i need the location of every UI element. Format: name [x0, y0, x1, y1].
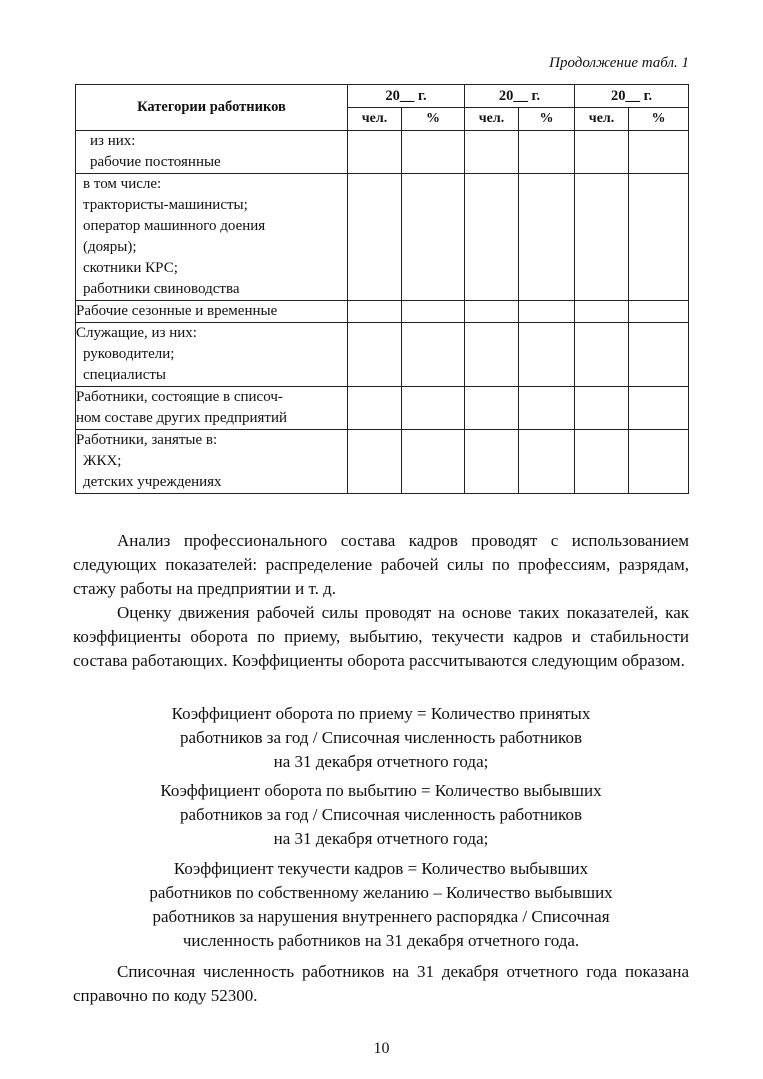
row-line: (дояры); — [83, 239, 137, 255]
value-cell — [629, 174, 689, 301]
table-row — [76, 387, 689, 430]
table-caption: Продолжение табл. 1 — [549, 55, 689, 71]
table-row — [76, 174, 689, 301]
value-cell — [348, 174, 402, 301]
value-cell — [519, 301, 575, 323]
formula-line: Коэффициент оборота по приему = Количество принятых — [171, 704, 591, 723]
value-cell — [465, 174, 519, 301]
value-cell — [348, 131, 402, 174]
value-cell — [402, 387, 465, 430]
row-line: скотники КРС; — [83, 260, 178, 276]
subheader-people: чел. — [465, 108, 519, 131]
category-header: Категории работников — [76, 85, 348, 131]
formula-line: работников за год / Списочная численность работников — [180, 728, 582, 747]
workers-table — [75, 84, 689, 494]
category-cell — [76, 387, 348, 430]
value-cell — [629, 323, 689, 387]
row-line: трактористы-машинисты; — [83, 197, 248, 213]
row-line: Служащие, из них: — [76, 325, 197, 341]
table-row — [76, 323, 689, 387]
value-cell — [575, 387, 629, 430]
value-cell — [465, 387, 519, 430]
formula-line: Коэффициент оборота по выбытию = Количество выбывших — [160, 781, 602, 800]
formula-line: работников за нарушения внутреннего распорядка / Списочная — [152, 907, 610, 926]
value-cell — [629, 387, 689, 430]
value-cell — [402, 430, 465, 494]
paragraph: Списочная численность работников на 31 декабря отчетного года показана справочно по коду 52300. — [73, 962, 689, 1005]
row-line: специалисты — [83, 367, 166, 383]
row-line: в том числе: — [83, 176, 162, 192]
subheader-percent: % — [629, 108, 689, 131]
value-cell — [629, 301, 689, 323]
paragraph-block-2 — [73, 960, 689, 1008]
value-cell — [402, 301, 465, 323]
row-line: Работники, состоящие в списоч- — [76, 389, 283, 405]
category-cell — [76, 301, 348, 323]
category-cell — [76, 131, 348, 174]
value-cell — [348, 301, 402, 323]
formula-line: на 31 декабря отчетного года; — [273, 829, 489, 848]
table-row — [76, 131, 689, 174]
year-header-2: 20__ г. — [465, 85, 575, 108]
row-line: рабочие постоянные — [90, 154, 221, 170]
row-line: работники свиноводства — [83, 281, 240, 297]
category-cell — [76, 323, 348, 387]
subheader-people: чел. — [575, 108, 629, 131]
year-header-3: 20__ г. — [575, 85, 689, 108]
row-line: оператор машинного доения — [83, 218, 266, 234]
value-cell — [575, 174, 629, 301]
value-cell — [575, 430, 629, 494]
value-cell — [402, 174, 465, 301]
category-cell — [76, 430, 348, 494]
paragraph: Оценку движения рабочей силы проводят на основе таких показателей, как коэффициенты оборота по приему, выбытию, текучести кадров и стабильности состава работающих. Коэффициенты оборота рассчитываются следующим образом. — [73, 603, 689, 670]
value-cell — [629, 131, 689, 174]
value-cell — [402, 131, 465, 174]
value-cell — [575, 301, 629, 323]
formula-line: Коэффициент текучести кадров = Количество выбывших — [173, 859, 589, 878]
value-cell — [519, 387, 575, 430]
paragraph-block-1 — [73, 529, 689, 673]
row-line: руководители; — [83, 346, 175, 362]
row-line: из них: — [90, 133, 136, 149]
value-cell — [519, 323, 575, 387]
value-cell — [465, 301, 519, 323]
row-line: Рабочие сезонные и временные — [76, 303, 278, 319]
value-cell — [519, 131, 575, 174]
category-cell — [76, 174, 348, 301]
page-number: 10 — [373, 1040, 390, 1057]
value-cell — [348, 387, 402, 430]
value-cell — [519, 174, 575, 301]
formula-hire — [73, 702, 689, 774]
row-line: детских учреждениях — [83, 474, 222, 490]
table-row — [76, 430, 689, 494]
value-cell — [402, 323, 465, 387]
value-cell — [465, 430, 519, 494]
row-line: Работники, занятые в: — [76, 432, 218, 448]
value-cell — [348, 430, 402, 494]
value-cell — [519, 430, 575, 494]
value-cell — [575, 323, 629, 387]
value-cell — [575, 131, 629, 174]
formula-leave — [73, 779, 689, 851]
formula-line: на 31 декабря отчетного года; — [273, 752, 489, 771]
formula-line: работников по собственному желанию – Количество выбывших — [149, 883, 613, 902]
subheader-percent: % — [519, 108, 575, 131]
table-row — [76, 301, 689, 323]
value-cell — [465, 131, 519, 174]
formula-line: численность работников на 31 декабря отчетного года. — [182, 931, 580, 950]
subheader-people: чел. — [348, 108, 402, 131]
row-line: ном составе других предприятий — [76, 410, 288, 426]
value-cell — [465, 323, 519, 387]
value-cell — [629, 430, 689, 494]
paragraph: Анализ профессионального состава кадров проводят с использованием следующих показателей: распределение рабочей силы по профессиям, разрядам, стажу работы на предприятии и т. д. — [73, 531, 689, 598]
value-cell — [348, 323, 402, 387]
formula-turnover — [73, 857, 689, 953]
row-line: ЖКХ; — [83, 453, 122, 469]
subheader-percent: % — [402, 108, 465, 131]
year-header-1: 20__ г. — [348, 85, 465, 108]
formula-line: работников за год / Списочная численность работников — [180, 805, 582, 824]
